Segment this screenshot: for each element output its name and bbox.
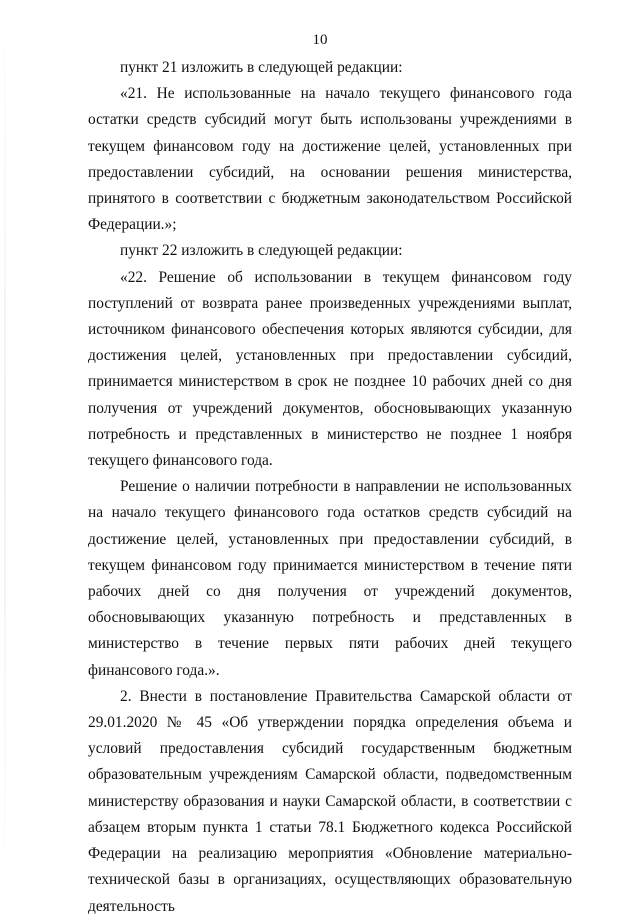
scan-edge-shadow <box>4 0 6 899</box>
paragraph-item-21-intro: пункт 21 изложить в следующей редакции: <box>120 59 403 76</box>
paragraph-decision-text: Решение о наличии потребности в направлении не использованных на начало текущего финансового года остатков средств субсидий на достижение целей, установленных при предоставлении субсидий, в текущем финансовом году принимается министерством в течение пяти рабочих дней со дня получения от учреждений документов, обосновывающих указанную потребность и представленных в министерство в течение первых пяти рабочих дней текущего финансового года.». <box>88 478 572 679</box>
document-body <box>88 55 572 920</box>
page-number: 10 <box>312 32 328 48</box>
paragraph-item-22-intro: пункт 22 изложить в следующей редакции: <box>120 242 403 260</box>
paragraph-item-22-text: «22. Решение об использовании в текущем финансовом году поступлений от возврата ранее произведенных учреждениями выплат, источником финансового обеспечения которых являются субсидии, для достижения целей, установленных при предоставлении субсидий, принимается министерством в срок не позднее 10 рабочих дней со дня получения от учреждений документов, обосновывающих указанную потребность и представленных в министерство не позднее 1 ноября текущего финансового года. <box>88 268 572 470</box>
paragraph-item-21-text: «21. Не использованные на начало текущего финансового года остатки средств субсидий могут быть использованы учреждениями в текущем финансовом году на достижение целей, установленных при предоставлении субсидий, на основании решения министерства, принятого в соответствии с бюджетным законодательством Российской Федерации.»; <box>88 85 572 234</box>
paragraph-section-2: 2. Внести в постановление Правительства Самарской области от 29.01.2020 № 45 «Об утверждении порядка определения объема и условий предоставления субсидий государственным бюджетным образовательным учреждениям Самарской области, подведомственным министерству образования и науки Самарской области, в соответствии с абзацем вторым пункта 1 статьи 78.1 Бюджетного кодекса Российской Федерации на реализацию мероприятия «Обновление материально-технической базы в организациях, осуществляющих образовательную деятельность <box>88 687 572 915</box>
